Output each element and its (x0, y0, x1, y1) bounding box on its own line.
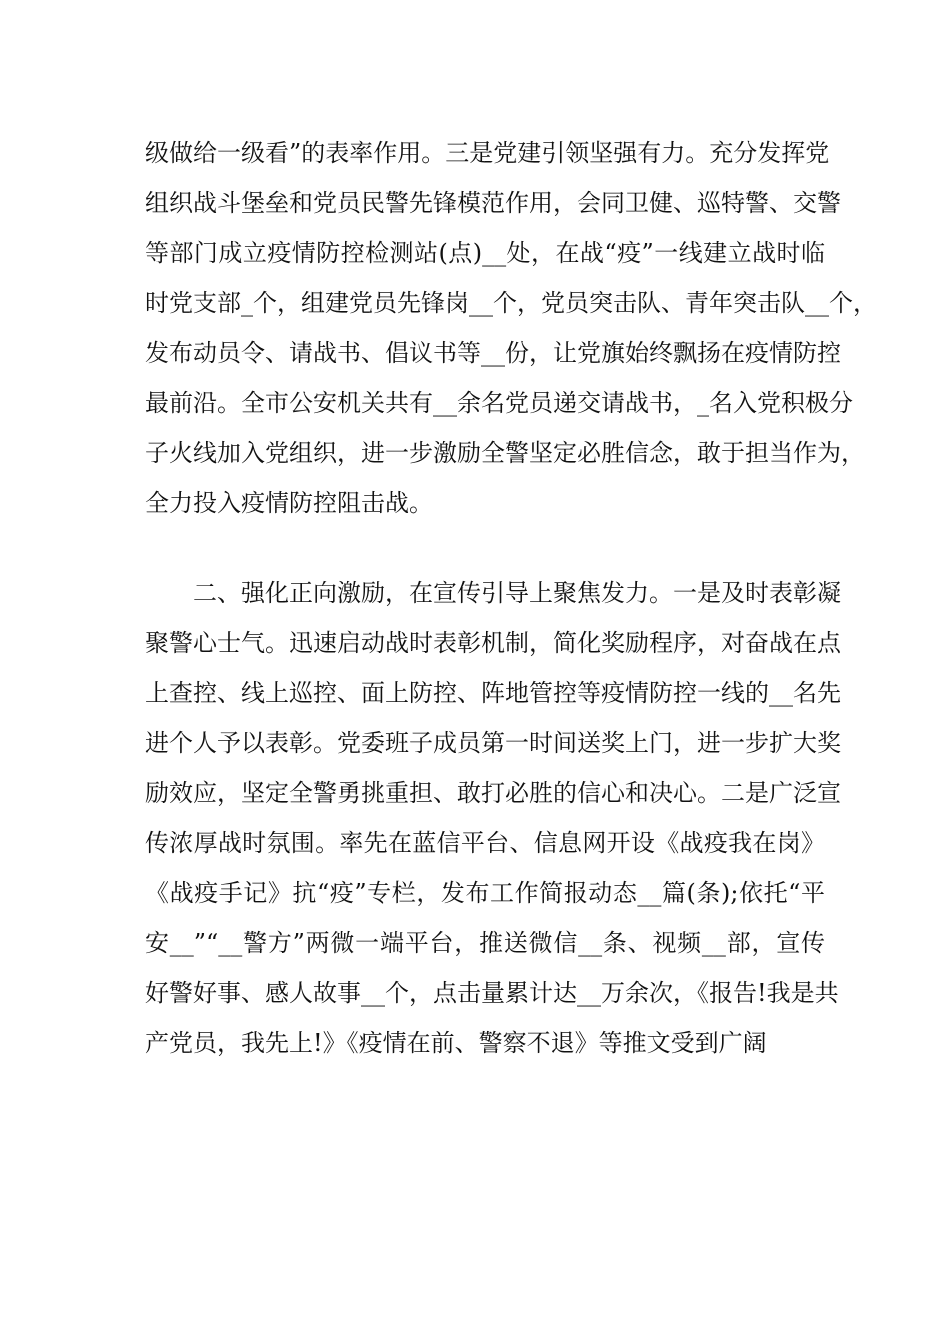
text-line: 二、强化正向激励，在宣传引导上聚焦发力。一是及时表彰凝 (193, 579, 841, 607)
text-line: 产党员，我先上!》《疫情在前、警察不退》等推文受到广阔 (145, 1029, 767, 1057)
paragraph-spacer (145, 528, 825, 568)
text-line: 传浓厚战时氛围。率先在蓝信平台、信息网开设《战疫我在岗》 (145, 829, 825, 857)
text-line: 全力投入疫情防控阻击战。 (145, 489, 433, 517)
document-body (145, 128, 877, 1068)
text-line: 发布动员令、请战书、倡议书等__份，让党旗始终飘扬在疫情防控 (145, 339, 841, 367)
text-line: 励效应，坚定全警勇挑重担、敢打必胜的信心和决心。二是广泛宣 (145, 779, 841, 807)
text-line: 等部门成立疫情防控检测站(点)__处，在战“疫”一线建立战时临 (145, 239, 825, 267)
paragraph-1 (145, 128, 877, 528)
paragraph-2 (145, 568, 841, 1068)
text-line: 最前沿。全市公安机关共有__余名党员递交请战书，_名入党积极分 (145, 389, 853, 417)
text-line: 上查控、线上巡控、面上防控、阵地管控等疫情防控一线的__名先 (145, 679, 841, 707)
text-line: 进个人予以表彰。党委班子成员第一时间送奖上门，进一步扩大奖 (145, 729, 841, 757)
text-line: 安__”“__警方”两微一端平台，推送微信__条、视频__部，宣传 (145, 929, 825, 957)
text-line: 组织战斗堡垒和党员民警先锋模范作用，会同卫健、巡特警、交警 (145, 189, 841, 217)
text-line: 《战疫手记》抗“疫”专栏，发布工作简报动态__篇(条);依托“平 (145, 879, 825, 907)
text-line: 聚警心士气。迅速启动战时表彰机制，简化奖励程序，对奋战在点 (145, 629, 841, 657)
text-line: 级做给一级看”的表率作用。三是党建引领坚强有力。充分发挥党 (145, 139, 830, 167)
text-line: 好警好事、感人故事__个，点击量累计达__万余次，《报告!我是共 (145, 979, 839, 1007)
text-line: 时党支部_个，组建党员先锋岗__个，党员突击队、青年突击队__个， (145, 289, 877, 317)
text-line: 子火线加入党组织，进一步激励全警坚定必胜信念，敢于担当作为， (145, 439, 865, 467)
